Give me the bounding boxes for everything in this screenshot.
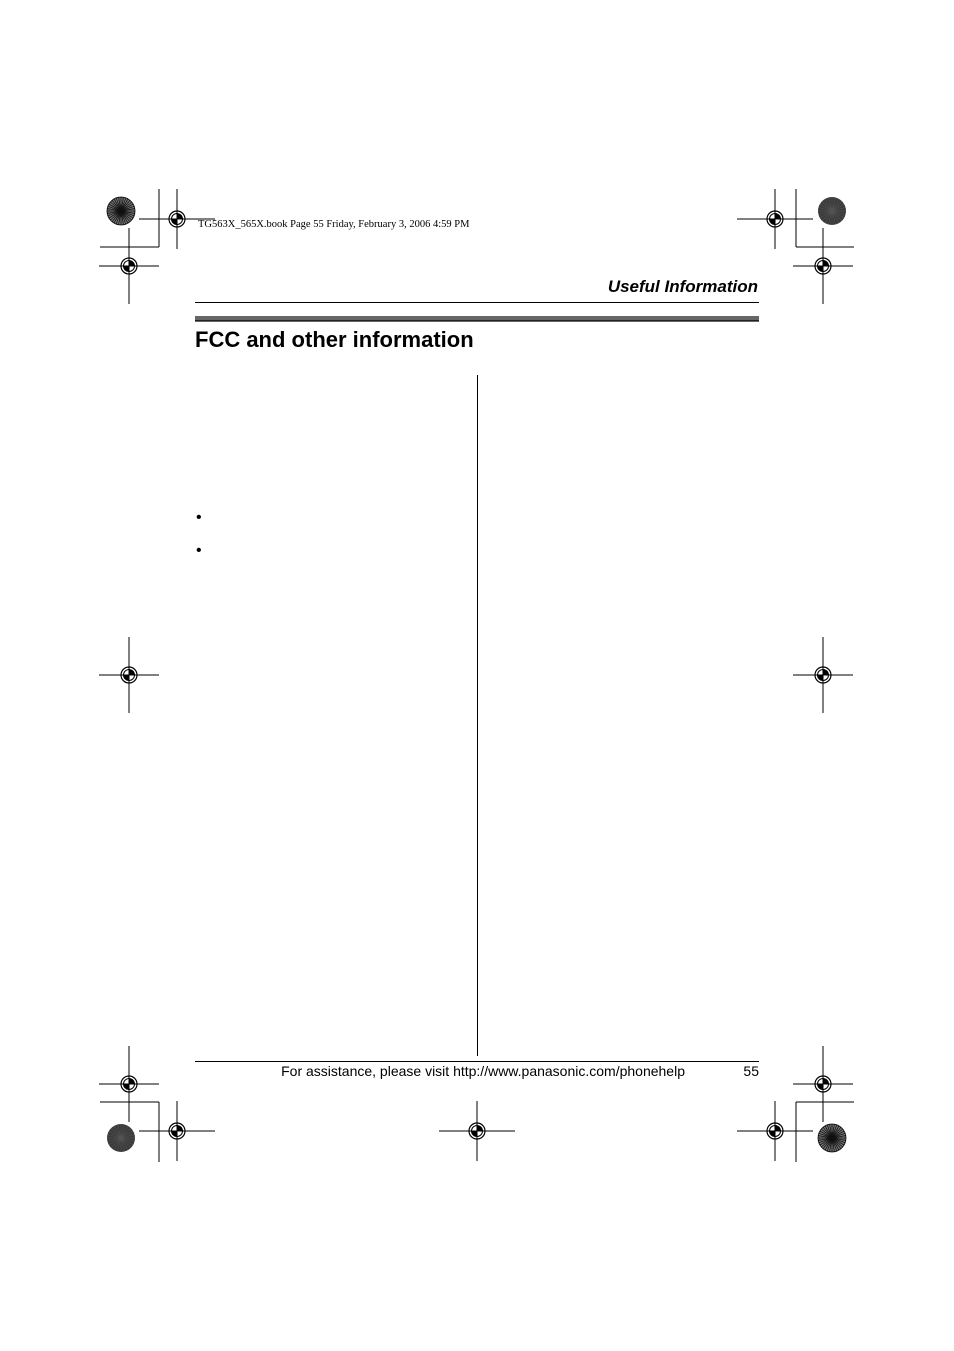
crosshair-mark xyxy=(99,228,159,304)
print-job-header: TG563X_565X.book Page 55 Friday, February 3, 2006 4:59 PM xyxy=(198,219,470,230)
footer-rule xyxy=(195,1061,759,1062)
footer-assistance-text: For assistance, please visit http://www.panasonic.com/phonehelp xyxy=(281,1063,685,1079)
page-number: 55 xyxy=(743,1063,759,1079)
crosshair-mark xyxy=(99,1046,159,1122)
header-rule xyxy=(195,302,759,303)
page-title: FCC and other information xyxy=(195,327,474,352)
registration-disc-mark xyxy=(107,1124,135,1152)
starburst-mark xyxy=(818,1124,846,1152)
crosshair-mark xyxy=(737,1101,813,1161)
registration-disc-mark xyxy=(818,197,846,225)
crosshair-mark xyxy=(99,637,159,713)
crosshair-mark xyxy=(793,1046,853,1122)
crosshair-mark xyxy=(139,1101,215,1161)
crosshair-mark xyxy=(793,637,853,713)
bullet-point: • xyxy=(196,542,202,559)
crosshair-mark xyxy=(793,228,853,304)
crosshair-mark xyxy=(737,189,813,249)
column-divider xyxy=(477,375,478,1056)
crosshair-mark xyxy=(439,1101,515,1161)
bullet-point: • xyxy=(196,509,202,526)
starburst-mark xyxy=(107,197,135,225)
title-rule xyxy=(195,316,759,322)
section-label: Useful Information xyxy=(607,277,758,296)
